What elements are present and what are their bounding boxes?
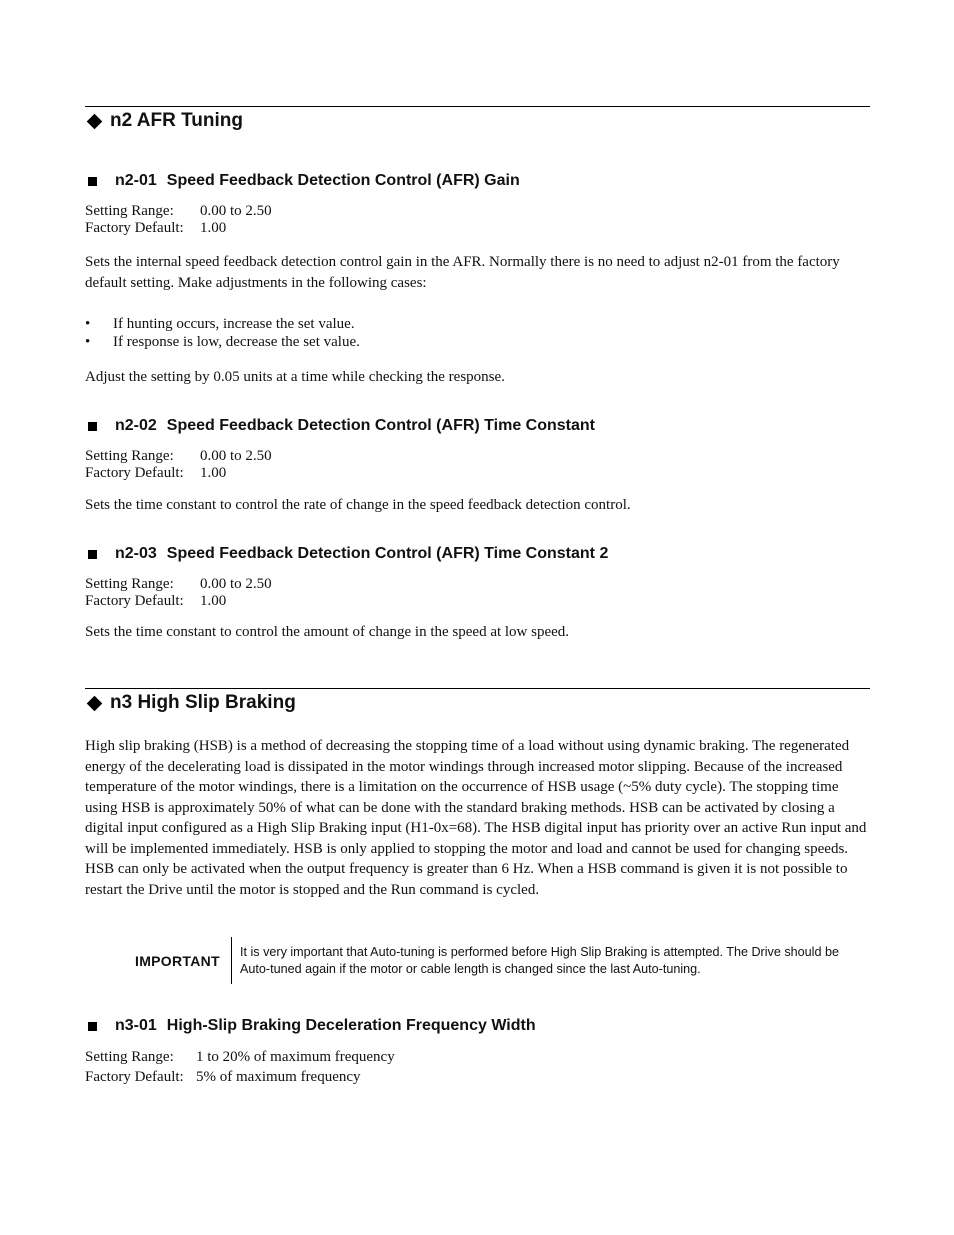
diamond-bullet-icon <box>87 695 103 711</box>
default-label: Factory Default: <box>85 220 184 236</box>
range-label: Setting Range: <box>85 203 174 219</box>
section-heading-n2 <box>85 110 243 132</box>
section-title: n2 AFR Tuning <box>110 110 243 131</box>
default-label: Factory Default: <box>85 1069 184 1085</box>
param-name: High-Slip Braking Deceleration Frequency Width <box>166 1017 536 1034</box>
square-bullet-icon <box>88 177 97 186</box>
param-settings-n2-03 <box>85 576 272 610</box>
param-name: Speed Feedback Detection Control (AFR) Gain <box>166 172 520 189</box>
param-heading-n2-01 <box>88 172 520 190</box>
list-item: • If response is low, decrease the set value. <box>85 334 360 350</box>
param-heading-n2-03 <box>88 545 608 563</box>
section-rule-n2 <box>85 106 870 107</box>
param-code: n3-01 <box>115 1017 157 1034</box>
param-description-n2-03: Sets the time constant to control the amount of change in the speed at low speed. <box>85 624 570 640</box>
range-value: 0.00 to 2.50 <box>200 448 272 464</box>
range-label: Setting Range: <box>85 448 174 464</box>
default-value: 5% of maximum frequency <box>196 1069 361 1085</box>
default-value: 1.00 <box>200 465 227 481</box>
section-title: n3 High Slip Braking <box>110 692 296 713</box>
range-label: Setting Range: <box>85 1049 174 1065</box>
range-value: 1 to 20% of maximum frequency <box>196 1049 395 1065</box>
param-settings-n2-02 <box>85 448 272 482</box>
param-heading-n3-01 <box>88 1017 536 1035</box>
param-description-n2-02: Sets the time constant to control the rate of change in the speed feedback detection control. <box>85 497 631 513</box>
default-label: Factory Default: <box>85 593 184 609</box>
param-code: n2-03 <box>115 545 157 562</box>
square-bullet-icon <box>88 1022 97 1031</box>
section-intro-n3: High slip braking (HSB) is a method of decreasing the stopping time of a load without using dynamic braking. The regenerated energy of the decelerating load is dissipated in the motor windings through increased motor slipping. Because of the increased temperature of the motor windings, there is a limitation on the occurrence of HSB usage (~5% duty cycle). The stopping time using HSB is approximately 50% of what can be done with the standard braking methods. HSB can be activated by closing a digital input configured as a High Slip Braking input (H1-0x=68). The HSB digital input has priority over an active Run input and will be implemented immediately. HSB is only applied to stopping the motor and load and cannot be used for changing speeds. HSB can only be activated when the output frequency is greater than 6 Hz. When a HSB command is given it is not possible to restart the Drive until the motor is stopped and the Run command is cycled. <box>85 738 867 898</box>
param-code: n2-02 <box>115 417 157 434</box>
important-text: It is very important that Auto-tuning is performed before High Slip Braking is attempted. The Drive should be Auto-tuned again if the motor or cable length is changed since the last Auto-tuning. <box>240 945 839 976</box>
param-name: Speed Feedback Detection Control (AFR) Time Constant 2 <box>166 545 609 562</box>
default-value: 1.00 <box>200 220 227 236</box>
param-description-n2-01: Sets the internal speed feedback detection control gain in the AFR. Normally there is no need to adjust n2-01 from the factory default setting. Make adjustments in the following cases: <box>85 254 840 291</box>
param-settings-n3-01 <box>85 1047 395 1087</box>
range-value: 0.00 to 2.50 <box>200 203 272 219</box>
square-bullet-icon <box>88 550 97 559</box>
bullet-list-n2-01 <box>85 315 360 351</box>
range-value: 0.00 to 2.50 <box>200 576 272 592</box>
param-note-n2-01: Adjust the setting by 0.05 units at a time while checking the response. <box>85 369 505 385</box>
diamond-bullet-icon <box>87 113 103 129</box>
section-heading-n3 <box>85 692 296 714</box>
section-rule-n3 <box>85 688 870 689</box>
important-divider <box>231 937 232 984</box>
list-item: • If hunting occurs, increase the set value. <box>85 316 355 332</box>
range-label: Setting Range: <box>85 576 174 592</box>
square-bullet-icon <box>88 422 97 431</box>
param-name: Speed Feedback Detection Control (AFR) Time Constant <box>166 417 595 434</box>
param-heading-n2-02 <box>88 417 595 435</box>
param-settings-n2-01 <box>85 203 272 237</box>
default-value: 1.00 <box>200 593 227 609</box>
default-label: Factory Default: <box>85 465 184 481</box>
param-code: n2-01 <box>115 172 157 189</box>
important-label: IMPORTANT <box>135 953 220 969</box>
